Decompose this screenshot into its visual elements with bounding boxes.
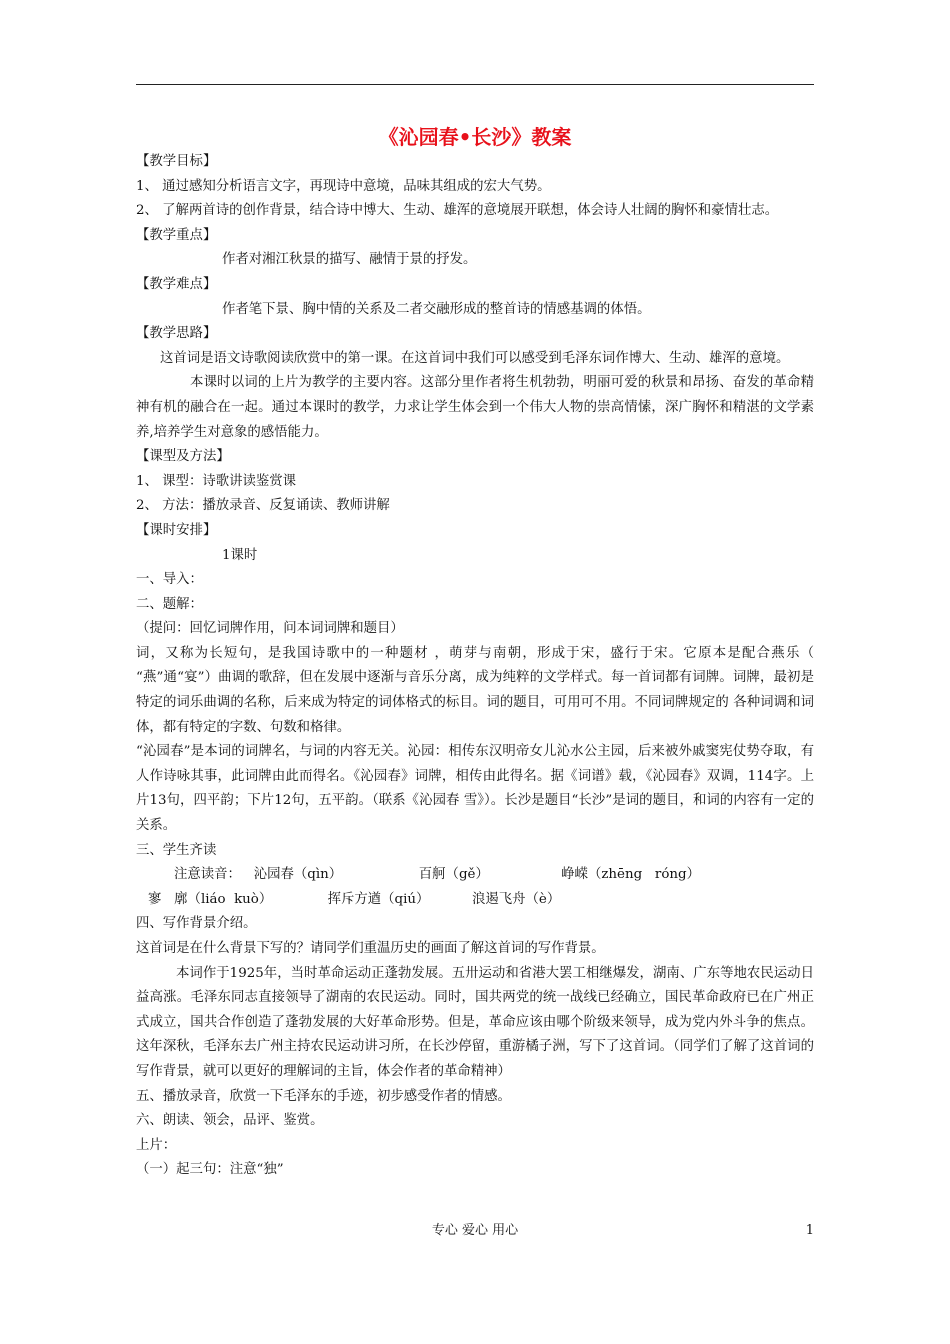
step-4-heading: 四、写作背景介绍。: [136, 916, 257, 932]
section-heading-difficulties: 【教学难点】: [136, 276, 217, 292]
header-rule: [136, 84, 814, 85]
approach-paragraph-1: 这首词是语文诗歌阅读欣赏中的第一课。在这首词中我们可以感受到毛泽东词作博大、生动、雄浑的意境。: [160, 350, 790, 366]
upper-part-item-1: （一）起三句：注意“独”: [136, 1162, 284, 1178]
pronunciation-line-1: 注意读音： 沁园春（qìn） 百舸（gě） 峥嵘（zhēng róng）: [174, 867, 700, 883]
step-2-question: （提问：回忆词牌作用，问本词词牌和题目）: [136, 621, 404, 637]
step-4-paragraph: 本词作于1925年，当时革命运动正蓬勃发展。五卅运动和省港大罢工相继爆发，湖南、广东等地农民运动日益高涨。毛泽东同志直接领导了湖南的农民运动。同时，国共两党的统一战线已经确立，国民革命政府已在广州正式成立，国共合作创造了蓬勃发展的大好革命形势。但是，革命应该由哪个阶级来领导，成为党内外斗争的焦点。这年深秋，毛泽东去广州主持农民运动讲习所，在长沙停留，重游橘子洲，写下了这首词。（同学们了解了这首词的写作背景，就可以更好的理解词的主旨，体会作者的革命精神）: [136, 965, 814, 1079]
step-2-heading: 二、题解：: [136, 596, 203, 612]
document-title: 《沁园春•长沙》教案: [378, 125, 572, 149]
step-6-heading: 六、朗读、领会，品评、鉴赏。: [136, 1113, 324, 1129]
step-3-heading: 三、学生齐读: [136, 842, 217, 858]
section-heading-key-points: 【教学重点】: [136, 227, 217, 243]
type-item-1: 1、 课型：诗歌讲读鉴赏课: [136, 473, 297, 489]
footer-motto: 专心 爱心 用心: [431, 1223, 519, 1238]
section-heading-type-method: 【课型及方法】: [136, 449, 230, 465]
step-4-question: 这首词是在什么背景下写的？请同学们重温历史的画面了解这首词的写作背景。: [136, 941, 605, 956]
step-2-paragraph-1: 词，又称为长短句，是我国诗歌中的一种题材 ，萌芽与南朝，形成于宋，盛行于宋。它原本是配合燕乐（ “燕”通“宴”）曲调的歌辞，但在发展中逐渐与音乐分离，成为纯粹的文学样式。每一首词都有词牌。词牌，最初是特定的词乐曲调的名称，后来成为特定的词体格式的标目。词的题目，可用可不用。不同词牌规定的 各种词调和词体，都有特定的字数、句数和格律。: [136, 645, 814, 735]
step-1-heading: 一、导入：: [136, 572, 203, 588]
schedule-text: 1课时: [222, 547, 258, 563]
goal-item-2: 2、 了解两首诗的创作背景，结合诗中博大、生动、雄浑的意境展开联想，体会诗人壮阔的胸怀和豪情壮志。: [136, 203, 779, 219]
page-number: 1: [805, 1223, 814, 1238]
section-heading-goals: 【教学目标】: [136, 154, 217, 169]
step-2-paragraph-2: “沁园春”是本词的词牌名，与词的内容无关。沁园：相传东汉明帝女儿沁水公主园，后来被外戚窦宪仗势夺取，有人作诗咏其事，此词牌由此而得名。《沁园春》词牌，相传由此得名。据《词谱》载，《沁园春》双调，114字。上片13句，四平韵；下片12句，五平韵。（联系《沁园春 雪》）。长沙是题目“长沙”是词的题目，和词的内容有一定的关系。: [136, 744, 814, 834]
difficulties-text: 作者笔下景、胸中情的关系及二者交融形成的整首诗的情感基调的体悟。: [222, 301, 651, 317]
section-heading-approach: 【教学思路】: [136, 326, 217, 342]
document-body: [136, 150, 814, 1183]
section-heading-schedule: 【课时安排】: [136, 522, 217, 538]
approach-paragraph-2: 本课时以词的上片为教学的主要内容。这部分里作者将生机勃勃，明丽可爱的秋景和昂扬、奋发的革命精神有机的融合在一起。通过本课时的教学，力求让学生体会到一个伟大人物的崇高情愫，深广胸怀和精湛的文学素养,培养学生对意象的感悟能力。: [136, 375, 814, 440]
key-points-text: 作者对湘江秋景的描写、融情于景的抒发。: [222, 252, 477, 268]
step-5-heading: 五、播放录音，欣赏一下毛泽东的手迹，初步感受作者的情感。: [136, 1088, 511, 1104]
pronunciation-line-2: 寥 廓（liáo kuò） 挥斥方遒（qiú） 浪遏飞舟（è）: [148, 891, 561, 907]
upper-part-label: 上片：: [136, 1137, 177, 1153]
type-item-2: 2、 方法：播放录音、反复诵读、教师讲解: [136, 498, 390, 514]
goal-item-1: 1、 通过感知分析语言文字，再现诗中意境，品味其组成的宏大气势。: [136, 178, 551, 194]
